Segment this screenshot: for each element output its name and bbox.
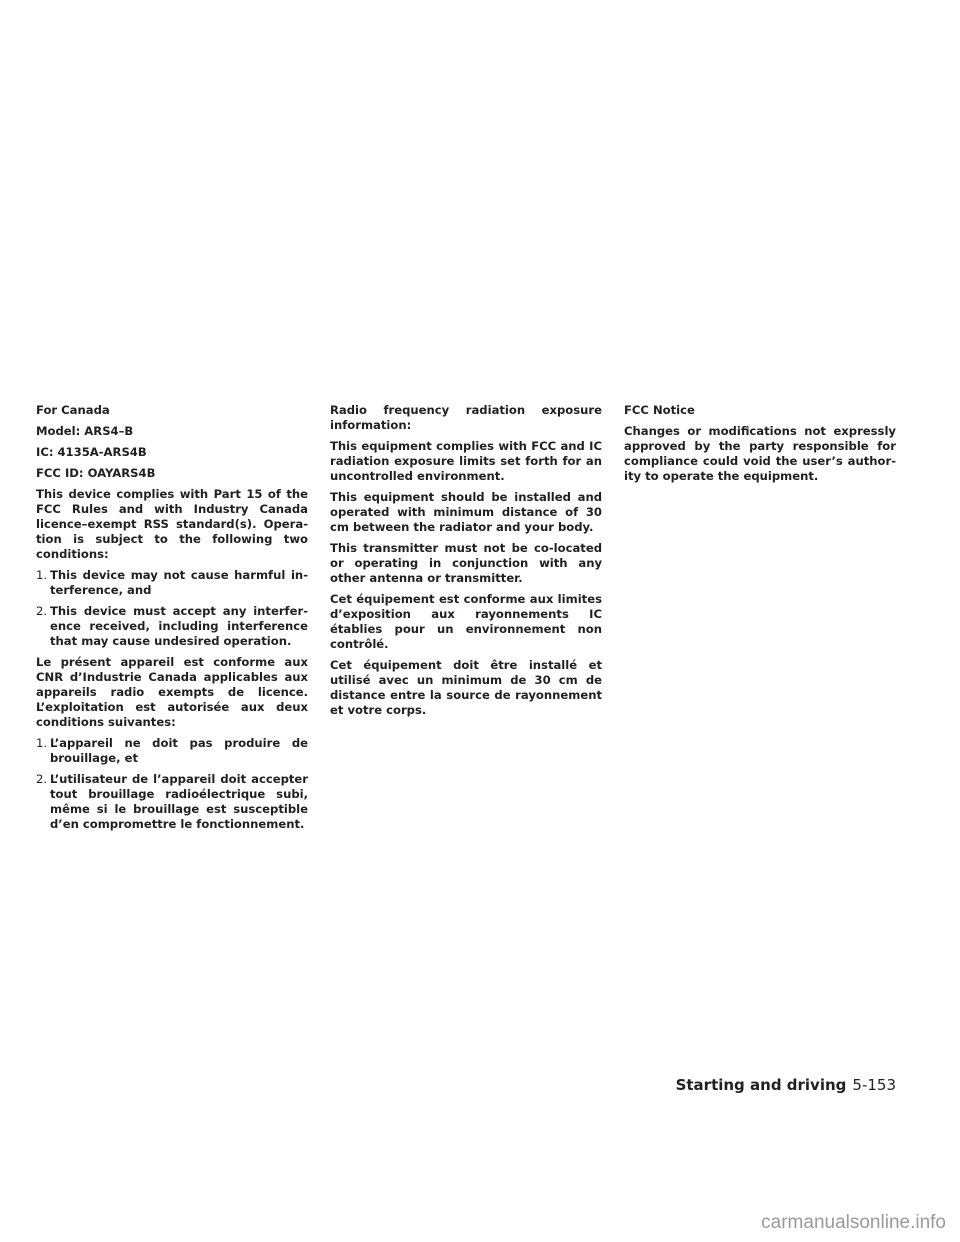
list-item (36, 772, 308, 832)
section-heading-canada: For Canada (36, 403, 110, 417)
column-2 (330, 403, 602, 724)
list-number: 1. (36, 736, 48, 750)
list-number: 2. (36, 604, 48, 618)
paragraph: This transmitter must not be co-located or operating in conjunction with any other antenna or transmitter. (330, 541, 602, 585)
list-number: 1. (36, 568, 48, 582)
paragraph: Changes or modifications not expressly approved by the party responsible for compliance could void the user’s authority to operate the equipment. (624, 424, 896, 483)
column-1 (36, 403, 308, 838)
compliance-intro-fr: Le présent appareil est conforme aux CNR d’Industrie Canada applicables aux appareils radio exempts de licence. L’exploitation est autorisée aux deux conditions suivantes: (36, 655, 308, 729)
conditions-list-fr (36, 736, 308, 832)
paragraph: Cet équipement est conforme aux limites d’exposition aux rayonnements IC établies pour un environnement non contrôlé. (330, 592, 602, 651)
list-item (36, 568, 308, 598)
list-item (36, 604, 308, 649)
section-heading-rf-exposure: Radio frequency radiation exposure information: (330, 403, 602, 432)
paragraph: Cet équipement doit être installé et utilisé avec un minimum de 30 cm de distance entre la source de rayonnement et votre corps. (330, 658, 602, 717)
paragraph: This equipment should be installed and operated with minimum distance of 30 cm between the radiator and your body. (330, 490, 602, 534)
ic-line: IC: 4135A-ARS4B (36, 445, 147, 459)
model-line: Model: ARS4–B (36, 424, 134, 438)
page-footer (676, 1075, 896, 1095)
watermark-text: carmanualsonline.info (761, 1212, 946, 1233)
list-text: This device must accept any interference received, including interference that may cause undesired operation. (50, 604, 308, 648)
section-heading-fcc-notice: FCC Notice (624, 403, 695, 417)
column-3 (624, 403, 896, 490)
paragraph: This equipment complies with FCC and IC radiation exposure limits set forth for an uncontrolled environment. (330, 439, 602, 483)
fcc-id-line: FCC ID: OAYARS4B (36, 466, 156, 480)
list-text: This device may not cause harmful interference, and (50, 568, 308, 597)
conditions-list-en (36, 568, 308, 649)
compliance-intro-en: This device complies with Part 15 of the FCC Rules and with Industry Canada licence–exempt RSS standard(s). Operation is subject to the following two conditions: (36, 487, 308, 561)
page-number: 5-153 (852, 1076, 896, 1094)
list-text: L’utilisateur de l’appareil doit accepter tout brouillage radioélectrique subi, même si le brouillage est susceptible d’en compromettre le fonctionnement. (50, 772, 308, 831)
list-text: L’appareil ne doit pas produire de brouillage, et (50, 736, 308, 765)
footer-section-title: Starting and driving (675, 1076, 847, 1094)
list-item (36, 736, 308, 766)
list-number: 2. (36, 772, 48, 786)
